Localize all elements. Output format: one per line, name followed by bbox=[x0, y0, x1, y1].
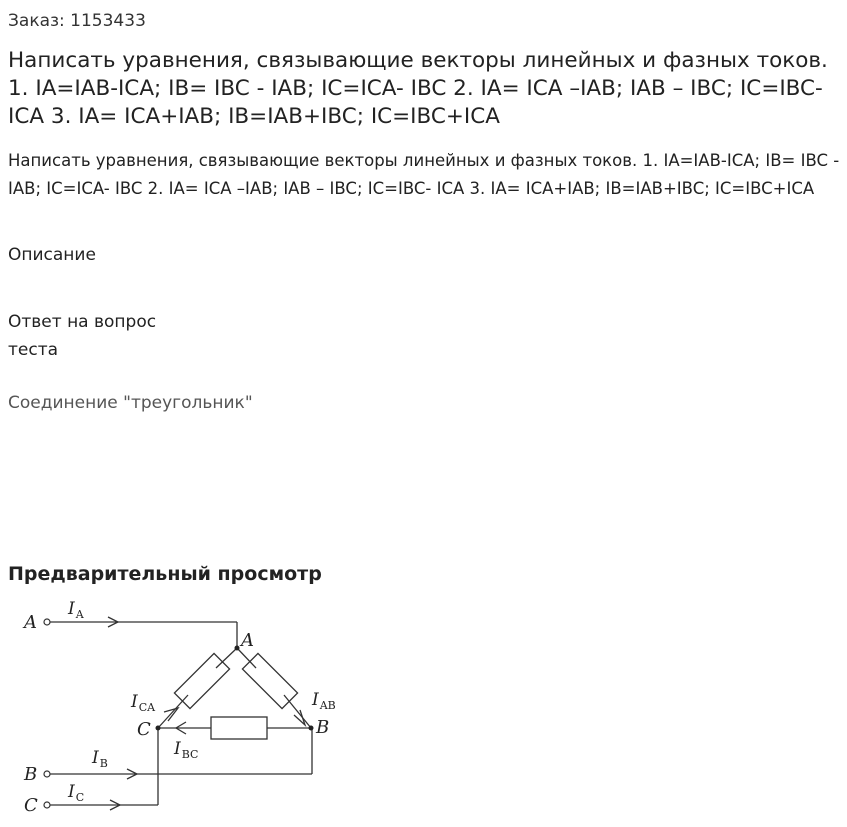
label-terminal-c: C bbox=[24, 795, 38, 816]
resistor-bc bbox=[211, 717, 267, 739]
answer-label-line1: Ответ на вопрос bbox=[8, 312, 157, 332]
arrow-iab bbox=[294, 710, 305, 725]
branch-ab-bottom bbox=[284, 695, 311, 728]
description-text: Написать уравнения, связывающие векторы линейных и фазных токов. 1. IA=IAB-ICA; IB= IBC - IAB; IC=ICA- IBC 2. IA= ICA –IAB; IAB – IBC; IC=IBC- ICA 3. IA= ICA+IAB; IB=IAB+IBC; IC=IBC+ICA bbox=[8, 151, 840, 198]
preview-heading: Предварительный просмотр bbox=[8, 563, 322, 585]
label-current-a: $I_A$ bbox=[68, 599, 84, 621]
node-b bbox=[309, 726, 314, 731]
delta-connection-diagram bbox=[0, 590, 360, 827]
order-number: Заказ: 1153433 bbox=[8, 11, 146, 31]
label-node-a: A bbox=[241, 630, 254, 651]
label-terminal-a: A bbox=[24, 612, 37, 633]
label-terminal-b: B bbox=[24, 764, 38, 785]
node-a bbox=[235, 646, 240, 651]
terminal-b bbox=[44, 771, 50, 777]
node-c bbox=[156, 726, 161, 731]
page-title: Написать уравнения, связывающие векторы линейных и фазных токов. 1. IA=IAB-ICA; IB= IBC - IAB; IC=ICA- IBC 2. IA= ICA –IAB; IAB – IBC; IC=IBC- ICA 3. IA= ICA+IAB; IB=IAB+IBC; IC=IBC+ICA bbox=[8, 48, 828, 129]
label-current-b: $I_B$ bbox=[92, 748, 108, 770]
answer-label-line2: теста bbox=[8, 340, 59, 360]
terminal-a bbox=[44, 619, 50, 625]
answer-value: Соединение "треугольник" bbox=[8, 393, 253, 413]
label-current-c: $I_C$ bbox=[68, 782, 85, 804]
answer-label bbox=[8, 308, 156, 364]
label-node-c: C bbox=[137, 719, 151, 740]
label-current-bc: $I_{BC}$ bbox=[174, 739, 199, 761]
terminal-c bbox=[44, 802, 50, 808]
label-node-b: B bbox=[316, 717, 330, 738]
label-current-ab: $I_{AB}$ bbox=[312, 690, 336, 712]
label-current-ca: $I_{CA}$ bbox=[131, 692, 156, 714]
description-heading: Описание bbox=[8, 245, 96, 265]
